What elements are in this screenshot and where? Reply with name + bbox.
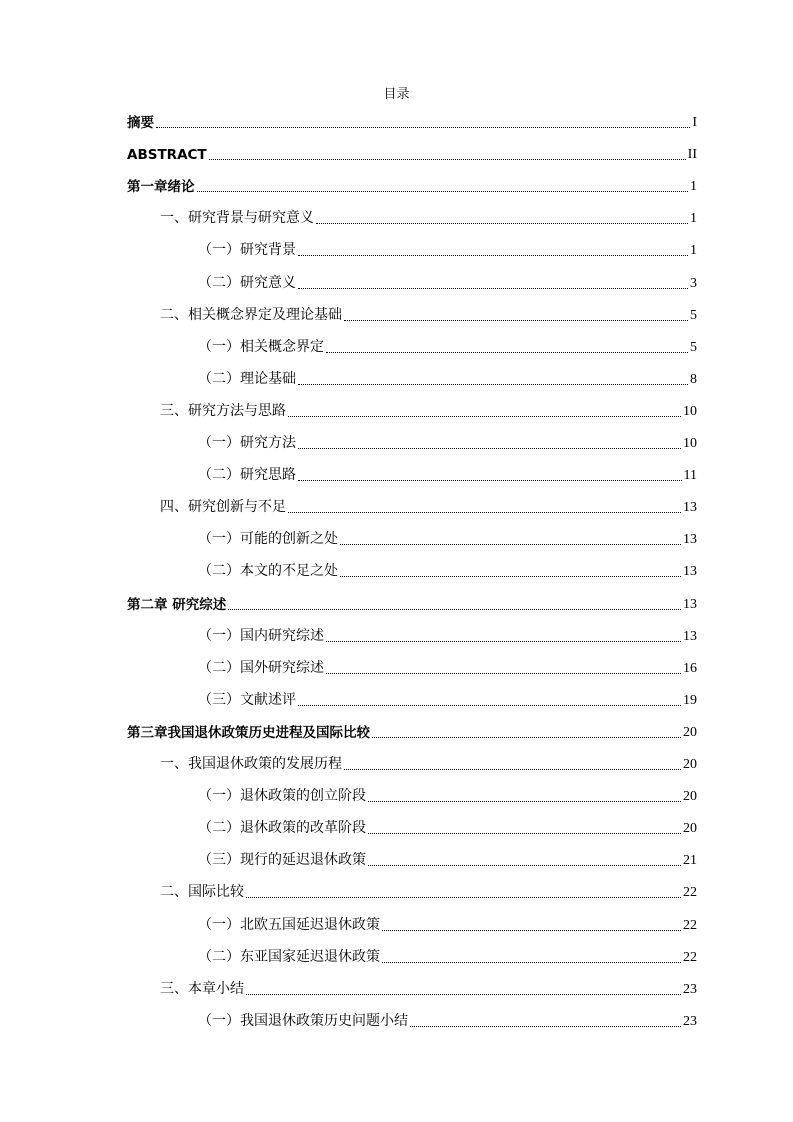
toc-entry-label: 三、本章小结 [160,981,244,997]
toc-entry[interactable] [198,337,697,357]
dot-leader [298,462,682,481]
dot-leader [382,944,681,963]
dot-leader [326,623,681,642]
dot-leader [344,751,681,770]
dot-leader [298,270,688,289]
dot-leader [368,815,681,834]
toc-entry[interactable] [198,433,697,453]
toc-entry-page-number: 1 [690,179,697,195]
toc-entry-label: （二）本文的不足之处 [198,564,338,580]
toc-entry-label: 第一章绪论 [127,179,195,196]
toc-entry-page-number: I [692,115,697,130]
toc-entry-label: 二、相关概念界定及理论基础 [160,307,342,323]
toc-entry-page-number: 19 [683,692,697,708]
toc-entry-label: 一、研究背景与研究意义 [160,211,314,227]
toc-entry[interactable] [127,112,697,132]
toc-entry-label: 摘要 [127,115,154,131]
dot-leader [326,655,681,674]
dot-leader [288,398,681,417]
toc-entry[interactable] [198,529,697,549]
toc-entry[interactable] [127,176,697,196]
toc-entry-page-number: 22 [683,917,697,933]
toc-entry-page-number: 21 [683,853,697,869]
toc-entry[interactable] [198,690,697,710]
dot-leader [209,141,686,160]
toc-entry-page-number: 23 [683,981,697,997]
toc-entry[interactable] [160,882,697,902]
toc-entry[interactable] [127,594,697,614]
toc-entry-label: （一）国内研究综述 [198,628,324,644]
toc-entry-page-number: 13 [683,596,697,612]
dot-leader [298,687,681,706]
toc-entry-page-number: 13 [683,500,697,516]
toc-entry-page-number: 10 [683,436,697,451]
toc-entry-label: 四、研究创新与不足 [160,500,286,516]
toc-entry[interactable] [198,1011,697,1031]
dot-leader [288,494,681,513]
dot-leader [298,430,681,449]
dot-leader [316,205,688,224]
toc-entry[interactable] [198,915,697,935]
toc-entry[interactable] [127,722,697,742]
toc-entry-label: （一）北欧五国延迟退休政策 [198,917,380,933]
toc-entry-page-number: 20 [683,724,697,740]
toc-entry-label: （一）相关概念界定 [198,339,324,355]
toc-entry[interactable] [160,208,697,228]
toc-entry[interactable] [198,786,697,806]
toc-entry[interactable] [198,818,697,838]
toc-entry-page-number: 20 [683,789,697,805]
dot-leader [228,591,681,610]
toc-entry[interactable] [198,626,697,646]
dot-leader [246,976,681,995]
toc-entry-label: 二、国际比较 [160,885,244,901]
toc-entry-label: （一）退休政策的创立阶段 [198,789,366,805]
toc-entry-label: 一、我国退休政策的发展历程 [160,757,342,772]
toc-entry-label: （二）东亚国家延迟退休政策 [198,949,380,965]
toc-entry[interactable] [198,561,697,581]
toc-entry-page-number: 10 [683,403,697,419]
toc-entry[interactable] [198,947,697,967]
toc-entry-page-number: 3 [690,275,697,291]
toc-entry-page-number: 23 [683,1013,697,1029]
toc-entry[interactable] [160,401,697,421]
dot-leader [382,912,681,931]
toc-entry[interactable] [198,658,697,678]
toc-entry-label: （三）现行的延迟退休政策 [198,853,366,869]
dot-leader [156,109,690,128]
toc-entry-label: （二）研究意义 [198,275,296,291]
toc-entry-page-number: 1 [690,243,697,259]
toc-entry-page-number: 13 [683,532,697,548]
toc-entry-label: （二）理论基础 [198,371,296,387]
toc-entry[interactable] [198,850,697,870]
dot-leader [340,558,681,577]
toc-entry-label: （二）国外研究综述 [198,660,324,676]
toc-entry-label: 三、研究方法与思路 [160,403,286,419]
toc-entry-label: （一）我国退休政策历史问题小结 [198,1013,408,1029]
dot-leader [344,302,688,321]
toc-entry-page-number: 16 [683,660,697,676]
dot-leader [298,366,688,385]
toc-entry[interactable] [198,240,697,260]
toc-entry-page-number: 1 [690,211,697,227]
toc-entry-page-number: II [687,147,697,163]
toc-entry-page-number: 5 [690,339,697,355]
toc-entry[interactable] [160,754,697,774]
toc-entry-label: ABSTRACT [127,147,207,164]
toc-entry-page-number: 22 [683,949,697,965]
toc-entry-label: （一）研究背景 [198,243,296,259]
toc-entry-label: 第二章 研究综述 [127,596,227,613]
toc-entry[interactable] [160,305,697,325]
toc-entry-page-number: 11 [683,468,697,484]
toc-entry-label: 第三章我国退休政策历史进程及国际比较 [127,724,370,741]
dot-leader [372,719,681,738]
toc-entry-page-number: 20 [683,821,697,837]
toc-entry-page-number: 13 [683,628,697,644]
toc-entry-label: （二）研究思路 [198,468,296,484]
dot-leader [298,237,688,256]
toc-entry[interactable] [198,369,697,389]
toc-entry-label: （三）文献述评 [198,692,296,708]
toc-entry-page-number: 5 [690,307,697,323]
toc-entry[interactable] [198,465,697,485]
toc-entry[interactable] [127,144,697,164]
toc-entry-label: （二）退休政策的改革阶段 [198,821,366,837]
toc-entry[interactable] [160,497,697,517]
toc-entry[interactable] [198,273,697,293]
toc-entry-page-number: 13 [683,564,697,580]
dot-leader [197,173,689,192]
dot-leader [368,847,681,866]
dot-leader [368,783,681,802]
toc-entry-label: （一）可能的创新之处 [198,532,338,548]
dot-leader [246,879,681,898]
toc-entry-page-number: 8 [690,371,697,387]
page-title: 目录 [383,86,410,101]
toc-entry-label: （一）研究方法 [198,436,296,451]
dot-leader [340,526,681,545]
toc-entry-page-number: 20 [683,757,697,772]
toc-entry[interactable] [160,979,697,999]
dot-leader [410,1008,681,1027]
toc-entry-page-number: 22 [683,885,697,901]
dot-leader [326,334,688,353]
